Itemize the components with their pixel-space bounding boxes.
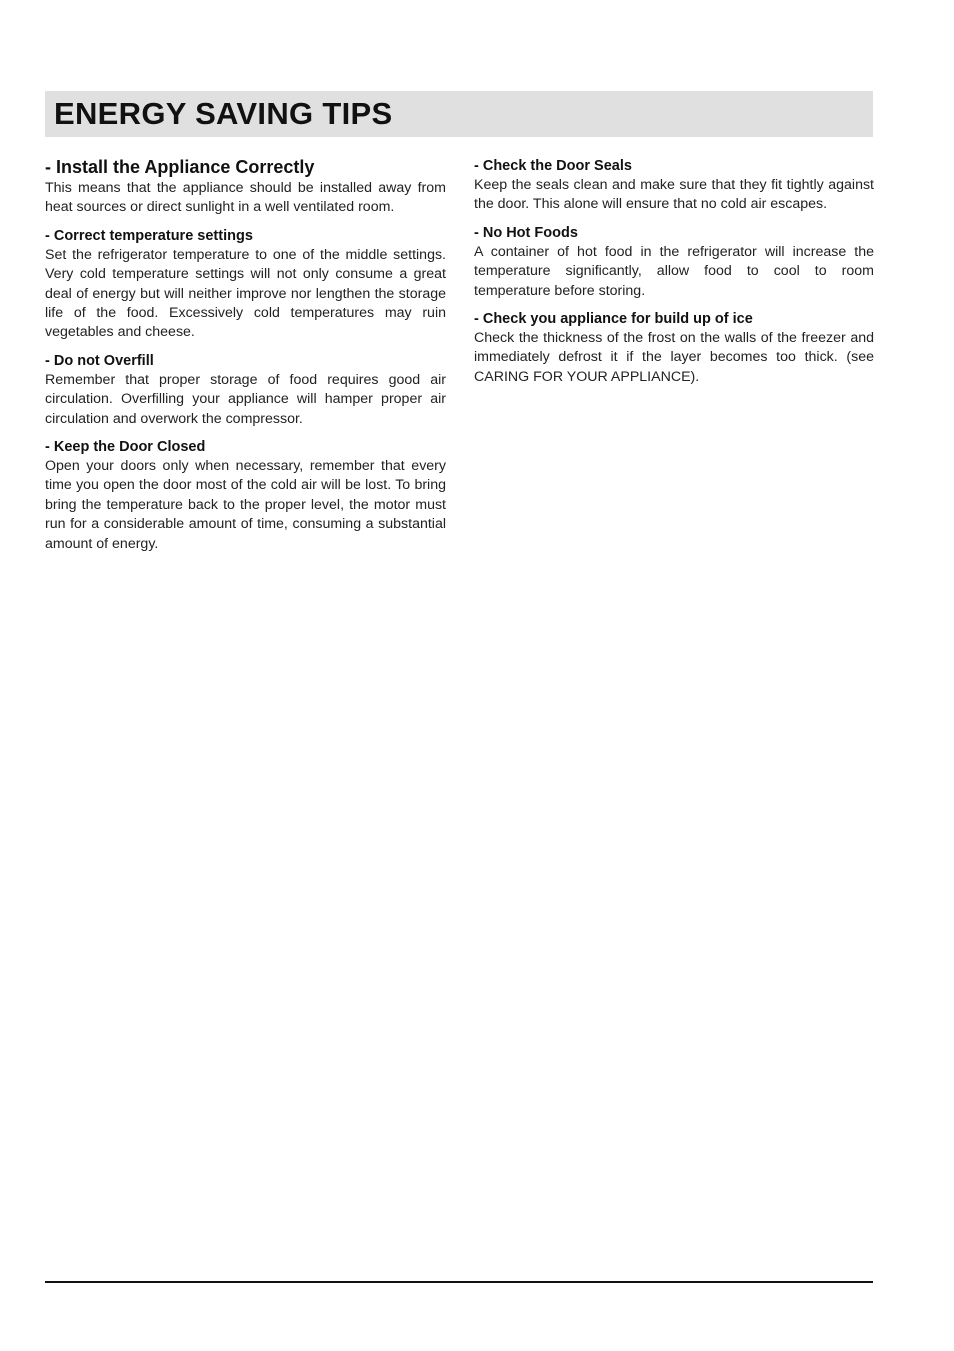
tip-heading: - Correct temperature settings — [45, 227, 253, 244]
tip-body: A container of hot food in the refrigerator will increase the temperature significantly, allow food to cool to room temperature before storing. — [474, 243, 874, 299]
page-title-bar — [45, 91, 873, 137]
tip-keep-door-closed — [45, 438, 446, 554]
tip-heading: - Check the Door Seals — [474, 158, 632, 174]
tip-body: Set the refrigerator temperature to one of the middle settings. Very cold temperature settings will not only consume a great deal of energy but will neither improve nor lengthen the storage life of the food. Excessively cold temperatures may ruin vegetables and cheese. — [45, 246, 446, 341]
tip-body: Keep the seals clean and make sure that they fit tightly against the door. This alone will ensure that no cold air escapes. — [474, 177, 874, 213]
tip-body: Remember that proper storage of food requires good air circulation. Overfilling your appliance will hamper proper air circulation and overwork the compressor. — [45, 371, 446, 427]
page-title: ENERGY SAVING TIPS — [54, 96, 393, 131]
tip-heading: - No Hot Foods — [474, 224, 578, 241]
right-column — [474, 157, 874, 396]
tip-door-seals — [474, 157, 874, 215]
left-column — [45, 157, 446, 563]
tip-heading: - Keep the Door Closed — [45, 439, 206, 456]
tip-ice-buildup — [474, 310, 874, 387]
tip-do-not-overfill — [45, 352, 446, 429]
tip-no-hot-foods — [474, 224, 874, 301]
tip-body: This means that the appliance should be installed away from heat sources or direct sunlight in a well ventilated room. — [45, 180, 446, 216]
tip-temperature-settings — [45, 227, 446, 343]
tip-body: Check the thickness of the frost on the walls of the freezer and immediately defrost it if the layer becomes too thick. (see CARING FOR YOUR APPLIANCE). — [474, 330, 874, 385]
tip-body: Open your doors only when necessary, remember that every time you open the door most of the cold air will be lost. To bring bring the temperature back to the proper level, the motor must run for a considerable amount of time, consuming a substantial amount of energy. — [45, 458, 446, 552]
tip-install-correctly — [45, 157, 446, 218]
footer-divider — [45, 1281, 873, 1283]
tip-heading: - Install the Appliance Correctly — [45, 157, 315, 177]
tip-heading: - Check you appliance for build up of ice — [474, 311, 753, 328]
tip-heading: - Do not Overfill — [45, 352, 154, 369]
